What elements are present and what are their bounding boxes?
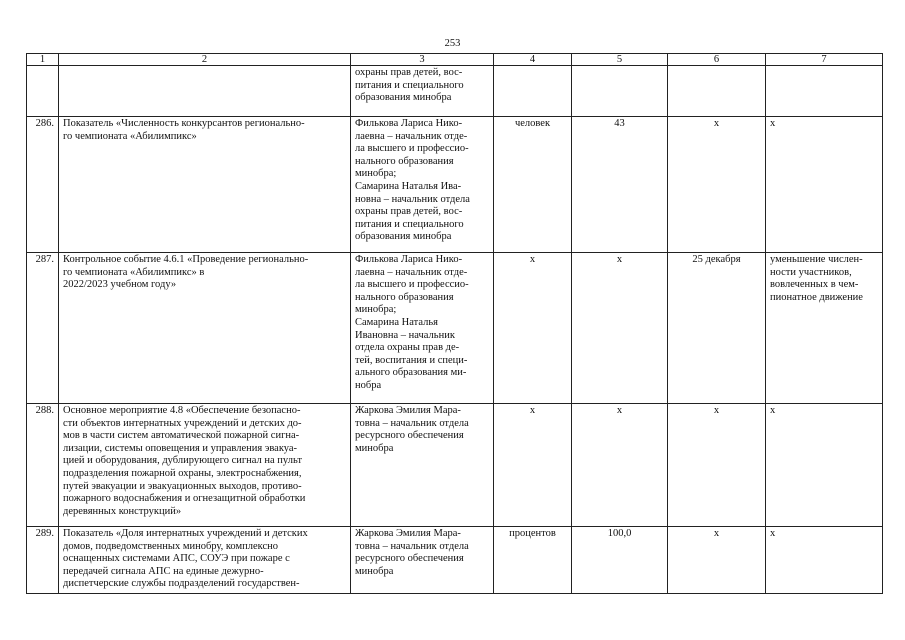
deadline-line: 25 декабря	[692, 254, 741, 265]
measure-name-line: го чемпионата «Абилимпикс» в	[63, 266, 205, 278]
responsible-person-cell	[351, 527, 494, 594]
target-value-line: х	[616, 254, 623, 265]
responsible-person-line: ального образования ми-	[355, 367, 467, 379]
measure-name-line: Основное мероприятие 4.8 «Обеспечение безопасно-	[63, 405, 301, 416]
column-header: 5	[572, 54, 668, 66]
responsible-person-line: Самарина Наталья	[355, 316, 438, 328]
expected-result-line: х	[770, 528, 776, 539]
responsible-person-line: питания и специального	[355, 218, 464, 230]
unit-of-measure-cell	[494, 66, 572, 117]
measure-name-cell	[59, 404, 351, 527]
expected-result-cell	[766, 527, 883, 594]
row-number: 286.	[35, 118, 54, 129]
unit-of-measure-cell	[494, 253, 572, 404]
responsible-person-line: нального образования	[355, 291, 454, 303]
responsible-person-line: ресурсного обеспечения	[355, 553, 464, 565]
deadline-line: х	[713, 118, 720, 129]
deadline-line: х	[713, 405, 720, 416]
responsible-person-cell	[351, 117, 494, 253]
responsible-person-line: товна – начальник отдела	[355, 417, 469, 429]
unit-of-measure-cell	[494, 404, 572, 527]
measure-name-line: деревянных конструкций»	[63, 505, 182, 517]
responsible-person-line: образования минобра	[355, 231, 452, 243]
measure-name-line: путей эвакуации и эвакуационных выходов, противо-	[63, 480, 302, 492]
measure-name-line: мов в части систем автоматической пожарной сигна-	[63, 430, 300, 442]
row-number: 289.	[35, 528, 54, 539]
row-number-cell	[27, 527, 59, 594]
row-number-cell	[27, 253, 59, 404]
target-value-line: 100,0	[607, 528, 632, 539]
responsible-person-line: минобра;	[355, 304, 397, 316]
table-row	[27, 404, 883, 527]
deadline-line: х	[713, 528, 720, 539]
row-number-cell	[27, 66, 59, 117]
target-value-cell	[572, 404, 668, 527]
unit-of-measure-line: х	[529, 405, 536, 416]
row-number: 287.	[35, 254, 54, 265]
responsible-person-line: лаевна – начальник отде-	[355, 266, 468, 278]
table-body	[27, 66, 883, 594]
responsible-person-line: Самарина Наталья Ива-	[355, 180, 462, 192]
column-header: 4	[494, 54, 572, 66]
measure-name-cell	[59, 253, 351, 404]
unit-of-measure-cell	[494, 117, 572, 253]
measure-name-line: Показатель «Доля интернатных учреждений и детских	[63, 528, 308, 539]
unit-of-measure-line: процентов	[509, 528, 556, 539]
responsible-person-line: лаевна – начальник отде-	[355, 130, 468, 142]
responsible-person-cell	[351, 66, 494, 117]
target-value-cell	[572, 117, 668, 253]
expected-result-line: ности участников,	[770, 266, 852, 278]
responsible-person-line: Филькова Лариса Нико-	[355, 118, 463, 129]
document-table	[26, 53, 883, 594]
expected-result-cell	[766, 253, 883, 404]
target-value-cell	[572, 253, 668, 404]
responsible-person-line: нобра	[355, 379, 382, 391]
target-value-cell	[572, 527, 668, 594]
measure-name-line: цией и оборудования, дублирующего сигнал на пульт	[63, 455, 302, 467]
measure-name-line: подразделения пожарной охраны, электроснабжения,	[63, 467, 302, 479]
measure-name-line: сти объектов интернатных учреждений и детских до-	[63, 417, 302, 429]
expected-result-cell	[766, 117, 883, 253]
measure-name-line: оснащенных системами АПС, СОУЭ при пожаре с	[63, 553, 290, 565]
row-number-cell	[27, 404, 59, 527]
target-value-line: 43	[614, 118, 625, 129]
responsible-person-line: минобра	[355, 565, 394, 577]
column-header: 6	[668, 54, 766, 66]
responsible-person-line: отдела охраны прав де-	[355, 342, 460, 354]
responsible-person-line: нального образования	[355, 155, 454, 167]
expected-result-line: х	[770, 405, 776, 416]
responsible-person-line: Жаркова Эмилия Мара-	[355, 405, 461, 416]
responsible-person-line: охраны прав детей, вос-	[355, 67, 463, 78]
deadline-cell	[668, 253, 766, 404]
measure-name-line: домов, подведомственных минобру, комплексно	[63, 540, 279, 552]
target-value-cell	[572, 66, 668, 117]
responsible-person-line: Жаркова Эмилия Мара-	[355, 528, 461, 539]
responsible-person-line: Ивановна – начальник	[355, 329, 455, 341]
measure-name-line: Контрольное событие 4.6.1 «Проведение регионально-	[63, 254, 309, 265]
expected-result-line: пионатное движение	[770, 291, 863, 303]
responsible-person-line: минобра;	[355, 168, 397, 180]
deadline-cell	[668, 66, 766, 117]
column-header: 1	[27, 54, 59, 66]
table-row	[27, 527, 883, 594]
table-row	[27, 66, 883, 117]
row-number-cell	[27, 117, 59, 253]
table-row	[27, 253, 883, 404]
responsible-person-line: Филькова Лариса Нико-	[355, 254, 463, 265]
expected-result-line: х	[770, 118, 776, 129]
unit-of-measure-line: х	[529, 254, 536, 265]
responsible-person-line: новна – начальник отдела	[355, 193, 470, 205]
column-header: 3	[351, 54, 494, 66]
responsible-person-line: ла высшего и профессио-	[355, 143, 469, 155]
deadline-cell	[668, 527, 766, 594]
responsible-person-line: товна – начальник отдела	[355, 540, 469, 552]
target-value-line: х	[616, 405, 623, 416]
measure-name-cell	[59, 117, 351, 253]
responsible-person-line: минобра	[355, 442, 394, 454]
measure-name-line: Показатель «Численность конкурсантов регионально-	[63, 118, 305, 129]
row-number: 288.	[35, 405, 54, 416]
page-number: 253	[444, 38, 461, 49]
measure-name-line: пожарного водоснабжения и огнезащитной обработки	[63, 493, 306, 505]
measure-name-line: диспетчерские службы подразделений государствен-	[63, 578, 300, 590]
deadline-cell	[668, 117, 766, 253]
unit-of-measure-cell	[494, 527, 572, 594]
responsible-person-line: охраны прав детей, вос-	[355, 206, 463, 218]
expected-result-cell	[766, 66, 883, 117]
responsible-person-line: ла высшего и профессио-	[355, 279, 469, 291]
column-header: 2	[59, 54, 351, 66]
responsible-person-line: питания и специального	[355, 79, 464, 91]
unit-of-measure-line: человек	[514, 118, 551, 129]
responsible-person-line: тей, воспитания и специ-	[355, 354, 468, 366]
measure-name-line: 2022/2023 учебном году»	[63, 279, 177, 291]
responsible-person-cell	[351, 253, 494, 404]
expected-result-line: вовлеченных в чем-	[770, 279, 859, 291]
measure-name-line: лизации, системы оповещения и управления эвакуа-	[63, 442, 298, 454]
responsible-person-cell	[351, 404, 494, 527]
column-header: 7	[766, 54, 883, 66]
responsible-person-line: образования минобра	[355, 92, 452, 104]
column-number-header-row	[27, 54, 883, 66]
expected-result-cell	[766, 404, 883, 527]
measure-name-line: го чемпионата «Абилимпикс»	[63, 130, 197, 142]
responsible-person-line: ресурсного обеспечения	[355, 430, 464, 442]
measure-name-line: передачей сигнала АПС на единые дежурно-	[63, 565, 264, 577]
measure-name-cell	[59, 527, 351, 594]
expected-result-line: уменьшение числен-	[770, 254, 863, 265]
deadline-cell	[668, 404, 766, 527]
table-row	[27, 117, 883, 253]
measure-name-cell	[59, 66, 351, 117]
